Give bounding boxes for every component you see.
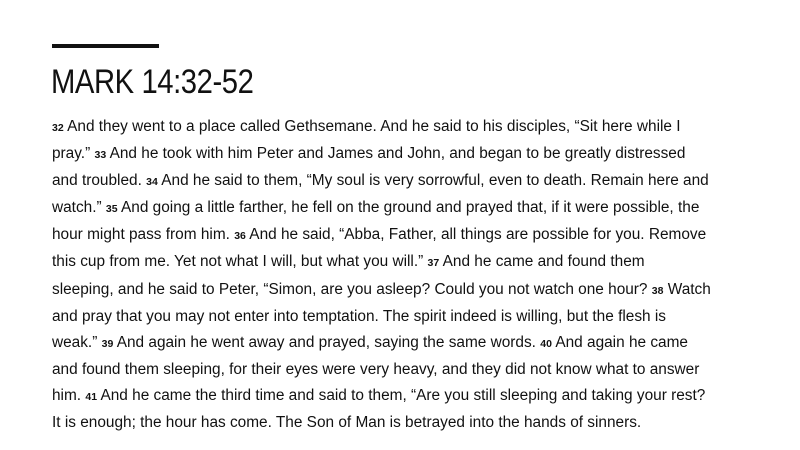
verse-number: 38 bbox=[651, 284, 664, 297]
verse-number: 40 bbox=[540, 337, 552, 350]
passage-line bbox=[52, 114, 752, 141]
verse-text: and troubled. bbox=[52, 172, 147, 190]
passage-line bbox=[52, 168, 752, 195]
verse-text: watch.” bbox=[52, 199, 106, 217]
scripture-passage bbox=[52, 114, 752, 436]
verse-text: And he said to them, “My soul is very sorrowful, even to death. Remain here and bbox=[157, 172, 709, 190]
passage-line bbox=[52, 410, 752, 436]
verse-number: 35 bbox=[105, 203, 118, 216]
verse-text: this cup from me. Yet not what I will, but what you will.” bbox=[52, 253, 428, 271]
verse-text: And he came and found them bbox=[439, 253, 645, 271]
verse-text: hour might pass from him. bbox=[52, 226, 235, 244]
passage-line bbox=[52, 195, 752, 222]
verse-text: and pray that you may not enter into temptation. The spirit indeed is willing, but the flesh is bbox=[52, 307, 666, 325]
passage-line bbox=[52, 304, 752, 330]
verse-number: 36 bbox=[234, 230, 246, 243]
verse-text: him. bbox=[52, 386, 86, 404]
passage-line bbox=[52, 222, 752, 249]
verse-text: weak.” bbox=[52, 333, 102, 351]
verse-text: And they went to a place called Gethsemane. And he said to his disciples, “Sit here while I bbox=[63, 118, 681, 135]
verse-text: And again he came bbox=[551, 333, 688, 351]
passage-line bbox=[52, 277, 752, 304]
verse-text: And going a little farther, he fell on the ground and prayed that, if it were possible, the bbox=[117, 199, 700, 217]
verse-number: 41 bbox=[85, 390, 98, 403]
verse-number: 32 bbox=[52, 122, 64, 134]
passage-line bbox=[52, 383, 752, 410]
verse-text: And he took with him Peter and James and John, and began to be greatly distressed bbox=[106, 145, 686, 163]
verse-text: pray.” bbox=[52, 145, 95, 163]
passage-line bbox=[52, 330, 752, 357]
passage-line bbox=[52, 141, 752, 168]
passage-line bbox=[52, 249, 752, 276]
verse-text: And he came the third time and said to them, “Are you still sleeping and taking your rest? bbox=[97, 386, 706, 404]
verse-number: 34 bbox=[146, 176, 158, 189]
verse-number: 33 bbox=[94, 149, 107, 162]
title-accent-rule bbox=[52, 44, 159, 48]
verse-text: It is enough; the hour has come. The Son of Man is betrayed into the hands of sinners. bbox=[52, 414, 642, 432]
verse-text: and found them sleeping, for their eyes were very heavy, and they did not know what to answer bbox=[52, 360, 700, 378]
verse-text: Watch bbox=[663, 280, 711, 298]
verse-number: 37 bbox=[427, 257, 440, 270]
verse-text: sleeping, and he said to Peter, “Simon, are you asleep? Could you not watch one hour? bbox=[52, 280, 652, 298]
verse-text: And he said, “Abba, Father, all things are possible for you. Remove bbox=[245, 226, 707, 244]
verse-number: 39 bbox=[101, 337, 114, 350]
verse-text: And again he went away and prayed, saying the same words. bbox=[113, 333, 541, 351]
passage-line bbox=[52, 357, 752, 383]
passage-reference-title: MARK 14:32-52 bbox=[51, 63, 254, 101]
